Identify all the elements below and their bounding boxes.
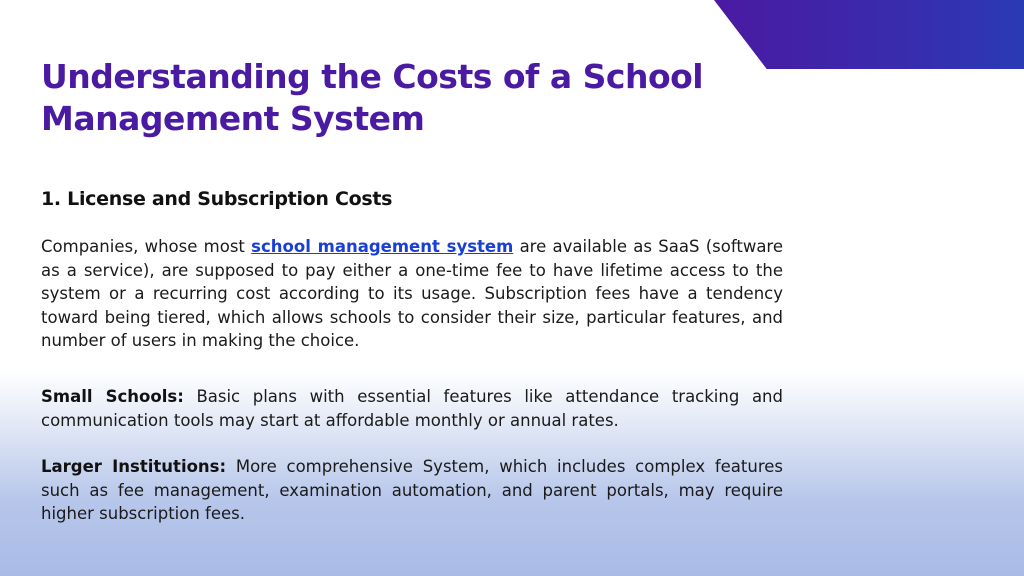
- small-schools-label: Small Schools:: [41, 387, 184, 406]
- intro-paragraph: [41, 235, 783, 353]
- larger-institutions-text: More comprehensive System, which includes complex features such as fee management, examination automation, and parent portals, may require higher subscription fees.: [41, 457, 783, 523]
- corner-accent-shape: [714, 0, 1024, 69]
- intro-text-before-link: Companies, whose most: [41, 237, 252, 256]
- intro-text-after-link: are available as SaaS (software as a service), are supposed to pay either a one-time fee to have lifetime access to the system or a recurring cost according to its usage. Subscription fees have a tendency toward being tiered, which allows schools to consider their size, particular features, and number of users in making the choice.: [41, 237, 784, 350]
- larger-institutions-paragraph: [41, 455, 783, 526]
- page-title: Understanding the Costs of a School Management System: [41, 57, 704, 138]
- small-schools-text: Basic plans with essential features like attendance tracking and communication tools may start at affordable monthly or annual rates.: [41, 387, 783, 430]
- larger-institutions-label: Larger Institutions:: [41, 457, 227, 476]
- school-management-system-link[interactable]: school management system: [251, 237, 514, 256]
- small-schools-paragraph: [41, 385, 783, 432]
- section-heading: 1. License and Subscription Costs: [41, 188, 393, 210]
